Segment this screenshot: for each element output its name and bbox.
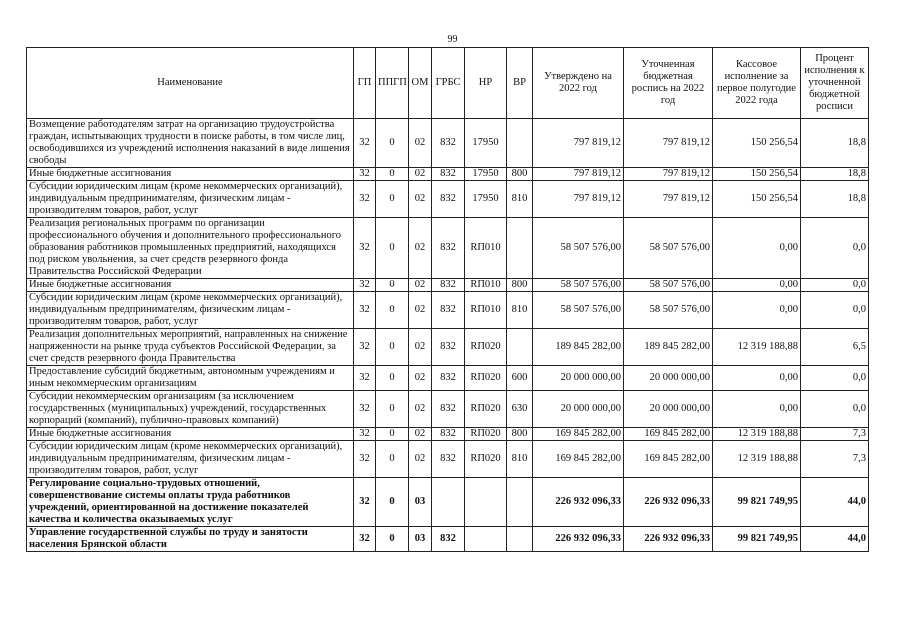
cell-gp: 32 [354, 441, 376, 478]
cell-percent: 0,0 [801, 218, 869, 279]
cell-grbs: 832 [432, 168, 465, 181]
cell-grbs [432, 478, 465, 527]
cell-gp: 32 [354, 218, 376, 279]
cell-refined: 797 819,12 [624, 168, 713, 181]
cell-refined: 58 507 576,00 [624, 218, 713, 279]
cell-percent: 44,0 [801, 478, 869, 527]
cell-approved: 189 845 282,00 [533, 329, 624, 366]
cell-cash: 150 256,54 [713, 168, 801, 181]
cell-gp: 32 [354, 119, 376, 168]
col-header-approved: Утверждено на 2022 год [533, 48, 624, 119]
cell-grbs: 832 [432, 366, 465, 391]
cell-name: Иные бюджетные ассигнования [27, 279, 354, 292]
cell-grbs: 832 [432, 181, 465, 218]
cell-om: 03 [409, 527, 432, 552]
cell-cash: 0,00 [713, 366, 801, 391]
cell-om: 02 [409, 279, 432, 292]
cell-approved: 169 845 282,00 [533, 428, 624, 441]
cell-name: Реализация дополнительных мероприятий, направленных на снижение напряженности на рынке труда субъектов Российской Федерации, за счет средств резервного фонда Правительства [27, 329, 354, 366]
cell-np: RП020 [465, 441, 507, 478]
cell-om: 02 [409, 428, 432, 441]
cell-np: RП010 [465, 279, 507, 292]
table-row [27, 366, 869, 391]
cell-name: Субсидии юридическим лицам (кроме некоммерческих организаций), индивидуальным предпринимателям, физическим лицам - производителям товаров, работ, услуг [27, 181, 354, 218]
cell-ppgp: 0 [376, 391, 409, 428]
cell-ppgp: 0 [376, 218, 409, 279]
cell-om: 02 [409, 181, 432, 218]
cell-vr [507, 329, 533, 366]
col-header-refined: Уточненная бюджетная роспись на 2022 год [624, 48, 713, 119]
cell-ppgp: 0 [376, 329, 409, 366]
cell-np: RП010 [465, 292, 507, 329]
table-row [27, 478, 869, 527]
cell-np: 17950 [465, 119, 507, 168]
cell-approved: 58 507 576,00 [533, 218, 624, 279]
cell-om: 02 [409, 366, 432, 391]
cell-grbs: 832 [432, 391, 465, 428]
cell-refined: 20 000 000,00 [624, 391, 713, 428]
cell-name: Регулирование социально-трудовых отношений, совершенствование системы оплаты труда работников учреждений, ориентированной на достижение показателей качества и количества оказываемых услуг [27, 478, 354, 527]
cell-cash: 0,00 [713, 292, 801, 329]
cell-refined: 58 507 576,00 [624, 292, 713, 329]
cell-gp: 32 [354, 329, 376, 366]
cell-approved: 797 819,12 [533, 168, 624, 181]
table-row [27, 329, 869, 366]
cell-np: RП010 [465, 218, 507, 279]
cell-ppgp: 0 [376, 366, 409, 391]
cell-percent: 18,8 [801, 168, 869, 181]
cell-approved: 169 845 282,00 [533, 441, 624, 478]
cell-gp: 32 [354, 391, 376, 428]
cell-gp: 32 [354, 168, 376, 181]
cell-grbs: 832 [432, 428, 465, 441]
cell-vr: 800 [507, 279, 533, 292]
cell-vr [507, 527, 533, 552]
cell-om: 03 [409, 478, 432, 527]
cell-refined: 797 819,12 [624, 119, 713, 168]
cell-cash: 12 319 188,88 [713, 441, 801, 478]
cell-cash: 99 821 749,95 [713, 527, 801, 552]
cell-om: 02 [409, 218, 432, 279]
cell-cash: 150 256,54 [713, 119, 801, 168]
table-row [27, 428, 869, 441]
cell-grbs: 832 [432, 279, 465, 292]
cell-vr: 630 [507, 391, 533, 428]
cell-gp: 32 [354, 428, 376, 441]
cell-np: RП020 [465, 329, 507, 366]
cell-cash: 12 319 188,88 [713, 329, 801, 366]
cell-np: RП020 [465, 366, 507, 391]
cell-om: 02 [409, 441, 432, 478]
cell-name: Субсидии юридическим лицам (кроме некоммерческих организаций), индивидуальным предпринимателям, физическим лицам - производителям товаров, работ, услуг [27, 441, 354, 478]
cell-percent: 6,5 [801, 329, 869, 366]
table-row [27, 218, 869, 279]
cell-cash: 0,00 [713, 218, 801, 279]
cell-vr: 800 [507, 168, 533, 181]
cell-percent: 18,8 [801, 119, 869, 168]
cell-percent: 0,0 [801, 279, 869, 292]
cell-approved: 797 819,12 [533, 119, 624, 168]
cell-ppgp: 0 [376, 478, 409, 527]
cell-np: RП020 [465, 391, 507, 428]
table-row [27, 279, 869, 292]
cell-name: Иные бюджетные ассигнования [27, 168, 354, 181]
cell-vr: 810 [507, 441, 533, 478]
cell-percent: 7,3 [801, 428, 869, 441]
cell-vr: 810 [507, 181, 533, 218]
cell-np: 17950 [465, 181, 507, 218]
cell-percent: 0,0 [801, 292, 869, 329]
cell-om: 02 [409, 391, 432, 428]
cell-ppgp: 0 [376, 119, 409, 168]
cell-np: RП020 [465, 428, 507, 441]
cell-ppgp: 0 [376, 428, 409, 441]
cell-grbs: 832 [432, 119, 465, 168]
cell-vr [507, 119, 533, 168]
col-header-grbs: ГРБС [432, 48, 465, 119]
cell-refined: 20 000 000,00 [624, 366, 713, 391]
cell-refined: 189 845 282,00 [624, 329, 713, 366]
cell-gp: 32 [354, 366, 376, 391]
col-header-vr: ВР [507, 48, 533, 119]
table-row [27, 181, 869, 218]
cell-vr [507, 478, 533, 527]
cell-grbs: 832 [432, 441, 465, 478]
cell-grbs: 832 [432, 218, 465, 279]
cell-refined: 226 932 096,33 [624, 478, 713, 527]
budget-table [26, 47, 869, 552]
table-row [27, 168, 869, 181]
cell-ppgp: 0 [376, 168, 409, 181]
cell-name: Реализация региональных программ по организации профессионального обучения и дополнительного профессионального образования работников промышленных предприятий, находящихся под риском увольнения, за счет средств резервного фонда Правительства Российской Федерации [27, 218, 354, 279]
table-row [27, 119, 869, 168]
cell-name: Субсидии некоммерческим организациям (за исключением государственных (муниципальных) учреждений, государственных корпораций (компаний), публично-правовых компаний) [27, 391, 354, 428]
cell-vr: 800 [507, 428, 533, 441]
col-header-gp: ГП [354, 48, 376, 119]
cell-name: Управление государственной службы по труду и занятости населения Брянской области [27, 527, 354, 552]
cell-percent: 0,0 [801, 391, 869, 428]
table-row [27, 441, 869, 478]
cell-refined: 169 845 282,00 [624, 441, 713, 478]
cell-name: Субсидии юридическим лицам (кроме некоммерческих организаций), индивидуальным предпринимателям, физическим лицам - производителям товаров, работ, услуг [27, 292, 354, 329]
cell-cash: 150 256,54 [713, 181, 801, 218]
table-row [27, 527, 869, 552]
cell-approved: 58 507 576,00 [533, 279, 624, 292]
cell-grbs: 832 [432, 292, 465, 329]
col-header-ppgp: ППГП [376, 48, 409, 119]
cell-om: 02 [409, 292, 432, 329]
cell-gp: 32 [354, 478, 376, 527]
cell-cash: 0,00 [713, 391, 801, 428]
cell-percent: 44,0 [801, 527, 869, 552]
cell-ppgp: 0 [376, 527, 409, 552]
cell-ppgp: 0 [376, 292, 409, 329]
cell-cash: 12 319 188,88 [713, 428, 801, 441]
cell-om: 02 [409, 329, 432, 366]
cell-name: Предоставление субсидий бюджетным, автономным учреждениям и иным некоммерческим организациям [27, 366, 354, 391]
page-number: 99 [447, 34, 458, 45]
cell-ppgp: 0 [376, 279, 409, 292]
cell-vr [507, 218, 533, 279]
col-header-name: Наименование [27, 48, 354, 119]
cell-gp: 32 [354, 527, 376, 552]
cell-refined: 169 845 282,00 [624, 428, 713, 441]
table-header-row [27, 48, 869, 119]
cell-gp: 32 [354, 292, 376, 329]
cell-percent: 18,8 [801, 181, 869, 218]
cell-approved: 20 000 000,00 [533, 391, 624, 428]
cell-approved: 58 507 576,00 [533, 292, 624, 329]
cell-np: 17950 [465, 168, 507, 181]
cell-gp: 32 [354, 279, 376, 292]
cell-refined: 797 819,12 [624, 181, 713, 218]
cell-percent: 0,0 [801, 366, 869, 391]
cell-name: Возмещение работодателям затрат на организацию трудоустройства граждан, испытывающих трудности в поиске работы, в том числе лиц, освободившихся из учреждений исполнения наказаний в виде лишения свободы [27, 119, 354, 168]
cell-name: Иные бюджетные ассигнования [27, 428, 354, 441]
cell-cash: 0,00 [713, 279, 801, 292]
cell-vr: 810 [507, 292, 533, 329]
cell-approved: 226 932 096,33 [533, 527, 624, 552]
cell-om: 02 [409, 119, 432, 168]
cell-refined: 226 932 096,33 [624, 527, 713, 552]
cell-np [465, 478, 507, 527]
col-header-np: НР [465, 48, 507, 119]
cell-ppgp: 0 [376, 441, 409, 478]
cell-percent: 7,3 [801, 441, 869, 478]
cell-vr: 600 [507, 366, 533, 391]
col-header-percent: Процент исполнения к уточненной бюджетной росписи [801, 48, 869, 119]
table-body [27, 119, 869, 552]
col-header-om: ОМ [409, 48, 432, 119]
cell-cash: 99 821 749,95 [713, 478, 801, 527]
cell-approved: 20 000 000,00 [533, 366, 624, 391]
cell-grbs: 832 [432, 329, 465, 366]
cell-refined: 58 507 576,00 [624, 279, 713, 292]
table-row [27, 391, 869, 428]
cell-om: 02 [409, 168, 432, 181]
cell-grbs: 832 [432, 527, 465, 552]
table-row [27, 292, 869, 329]
cell-ppgp: 0 [376, 181, 409, 218]
cell-gp: 32 [354, 181, 376, 218]
cell-approved: 797 819,12 [533, 181, 624, 218]
col-header-cash: Кассовое исполнение за первое полугодие 2022 года [713, 48, 801, 119]
cell-approved: 226 932 096,33 [533, 478, 624, 527]
cell-np [465, 527, 507, 552]
